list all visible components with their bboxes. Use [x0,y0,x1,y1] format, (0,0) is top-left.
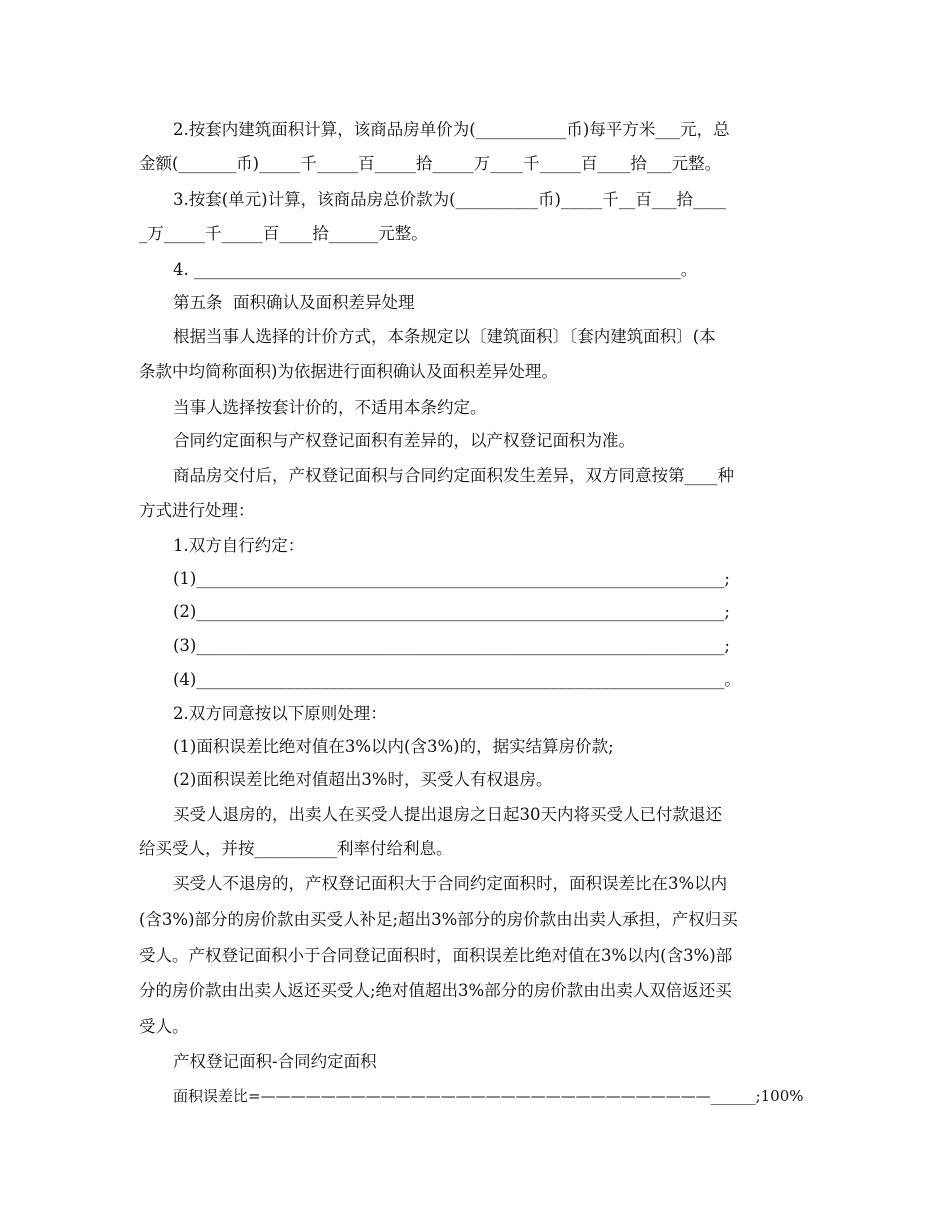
text-line: 给买受人，并按__________利率付给利息。 [139,839,453,858]
text-line: 根据当事人选择的计价方式，本条规定以〔建筑面积〕〔套内建筑面积〕(本 [173,327,716,346]
text-line: 受人。产权登记面积小于合同登记面积时，面积误差比绝对值在3%以内(含3%)部 [139,946,733,965]
formula-line: 面积误差比=——————————————————————————————______;100% [173,1087,804,1105]
text-line: 金额(_______币)_____千_____百_____拾_____万____千_____百____拾___元整。 [139,154,722,173]
text-line: 条款中均简称面积)为依据进行面积确认及面积差异处理。 [139,362,558,381]
text-line: 1.双方自行约定： [173,536,305,555]
text-line: 合同约定面积与产权登记面积有差异的，以产权登记面积为准。 [173,431,635,450]
text-line: _万_____千_____百____拾______元整。 [139,224,428,243]
text-line: (2)面积误差比绝对值超出3%时，买受人有权退房。 [173,770,553,789]
text-line: (含3%)部分的房价款由买受人补足;超出3%部分的房价款由出卖人承担，产权归买 [139,910,738,929]
text-line: 当事人选择按套计价的，不适用本条约定。 [173,398,487,417]
text-line: 买受人退房的，出卖人在买受人提出退房之日起30天内将买受人已付款退还 [173,805,722,824]
fill-in-line: (3)________________________________________________________________; [173,636,730,655]
text-line: 受人。 [139,1017,189,1036]
text-line: 3.按套(单元)计算，该商品房总价款为(__________币)_____千__百___拾____ [173,190,726,209]
text-line: 2.双方同意按以下原则处理： [173,704,387,723]
section-heading: 第五条 面积确认及面积差异处理 [173,293,415,312]
text-line: 2.按套内建筑面积计算，该商品房单价为(___________币)每平方米___元，总 [173,120,730,139]
fill-in-line: (4)________________________________________________________________。 [173,670,741,689]
text-line: (1)面积误差比绝对值在3%以内(含3%)的，据实结算房价款; [173,737,614,756]
text-line: 商品房交付后，产权登记面积与合同约定面积发生差异，双方同意按第____种 [173,466,734,485]
fill-in-line: (1)________________________________________________________________; [173,569,730,588]
formula-numerator: 产权登记面积-合同约定面积 [173,1052,377,1071]
fill-in-line: (2)________________________________________________________________; [173,602,730,621]
text-line: 分的房价款由出卖人返还买受人;绝对值超出3%部分的房价款由出卖人双倍返还买 [139,981,732,1000]
text-line: 4. ___________________________________________________________。 [173,260,698,279]
text-line: 方式进行处理： [139,501,255,520]
text-line: 买受人不退房的，产权登记面积大于合同约定面积时，面积误差比在3%以内 [173,874,728,893]
